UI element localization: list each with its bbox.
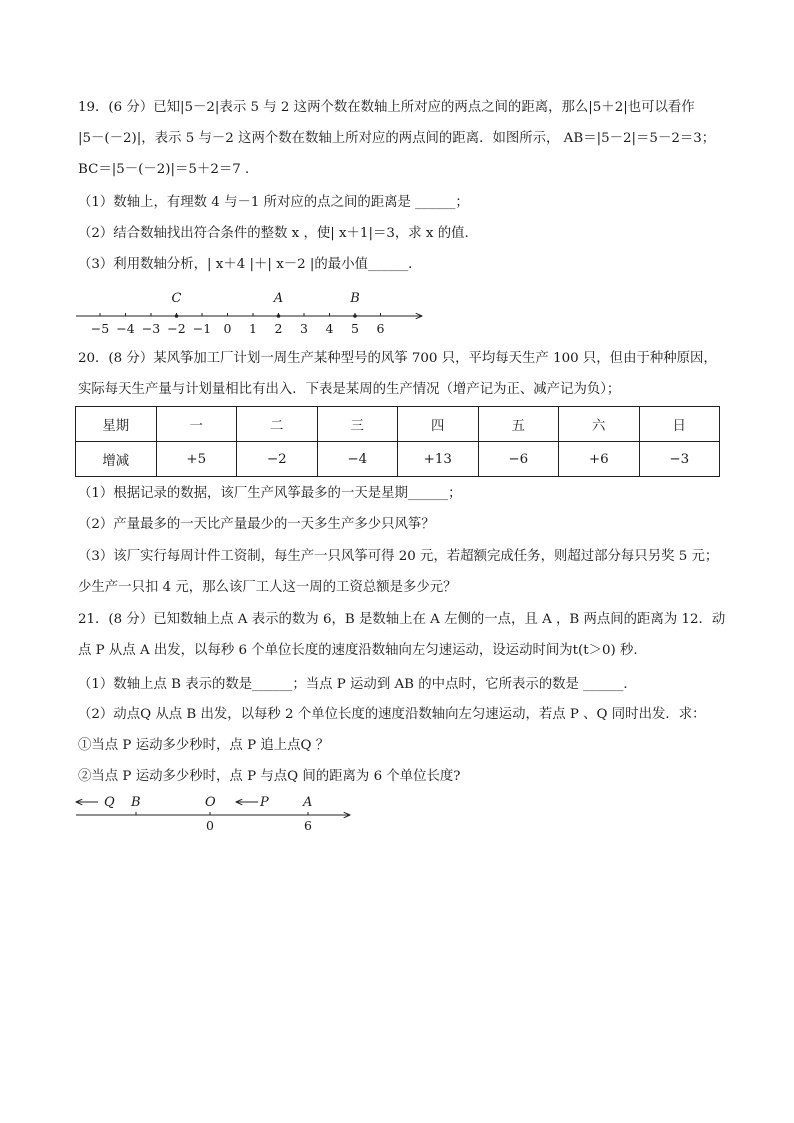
axis-tick-label: 1 — [249, 321, 257, 336]
q19-part-1: （1）数轴上，有理数 4 与－1 所对应的点之间的距离是 ______； — [78, 195, 469, 210]
q19-line-3: BC＝|5－(－2)|＝5＋2＝7 ． — [78, 162, 259, 177]
table-cell: 五 — [478, 407, 559, 442]
table-cell: −6 — [478, 442, 559, 477]
axis-tick-label: −4 — [116, 321, 135, 336]
q20-part-3-cont: 少生产一只扣 4 元，那么该厂工人这一周的工资总额是多少元？ — [78, 580, 457, 595]
axis-tick-label: −3 — [141, 321, 161, 336]
q19-line-2: |5－(－2)|，表示 5 与－2 这两个数在数轴上所对应的两点间的距离．如图所示， AB＝|5－2|＝5－2＝3； — [78, 131, 716, 146]
point-label-a: A — [303, 795, 313, 810]
table-cell: −2 — [237, 442, 318, 477]
point-label-b: B — [131, 795, 141, 810]
axis-tick-label: 2 — [274, 321, 283, 336]
table-cell: +5 — [156, 442, 237, 477]
table-cell: 一 — [156, 407, 237, 442]
table-cell: +13 — [398, 442, 479, 477]
table-cell: 增减 — [76, 442, 157, 477]
axis-tick-label: −5 — [90, 321, 110, 336]
table-cell: 四 — [398, 407, 479, 442]
q20-line-1: 20．(8 分）某风筝加工厂计划一周生产某种型号的风筝 700 只，平均每天生产 100 只，但由于种种原因， — [78, 351, 717, 366]
q21-line-2: 点 P 从点 A 出发，以每秒 6 个单位长度的速度沿数轴向左匀速运动，设运动时间为t(t＞0) 秒. — [78, 643, 638, 658]
table-cell: −4 — [317, 442, 398, 477]
tick-label-6: 6 — [304, 818, 312, 833]
axis-tick-label: −1 — [192, 321, 212, 336]
axis-tick-label: 6 — [376, 321, 385, 336]
table-cell: 二 — [237, 407, 318, 442]
q19-part-2: （2）结合数轴找出符合条件的整数 x ，使| x＋1|＝3，求 x 的值. — [78, 226, 469, 241]
q21-part-2: （2）动点Q 从点 B 出发，以每秒 2 个单位长度的速度沿数轴向左匀速运动，若点 P 、Q 同时出发．求： — [78, 707, 706, 722]
point-label: B — [350, 291, 360, 306]
q21-part-2-sub-2: ②当点 P 运动多少秒时，点 P 与点Q 间的距离为 6 个单位长度? — [78, 769, 461, 784]
q19-part-3: （3）利用数轴分析，| x＋4 |＋| x－2 |的最小值______． — [78, 257, 422, 272]
point-label-p: P — [260, 795, 269, 810]
axis-tick-label: −2 — [167, 321, 186, 336]
table-cell: −3 — [639, 442, 720, 477]
q21-line-1: 21．(8 分）已知数轴上点 A 表示的数为 6，B 是数轴上在 A 左侧的一点，且 A ，B 两点间的距离为 12．动 — [78, 612, 726, 627]
table-cell: +6 — [559, 442, 640, 477]
table-cell: 六 — [559, 407, 640, 442]
point-label: C — [171, 291, 182, 306]
tick-label-0: 0 — [206, 818, 214, 833]
axis-tick-label: 3 — [300, 321, 308, 336]
q20-part-3: （3）该厂实行每周计件工资制，每生产一只风筝可得 20 元，若超额完成任务，则超过部分每只另奖 5 元； — [78, 549, 719, 564]
q20-part-2: （2）产量最多的一天比产量最少的一天多生产多少只风筝？ — [78, 517, 435, 532]
axis-tick-label: 4 — [325, 321, 334, 336]
table-cell: 三 — [317, 407, 398, 442]
q20-line-2: 实际每天生产量与计划量相比有出入．下表是某周的生产情况（增产记为正、减产记为负）； — [78, 382, 621, 397]
table-cell: 星期 — [76, 407, 157, 442]
q21-part-1: （1）数轴上点 B 表示的数是______；当点 P 运动到 AB 的中点时，它所表示的数是 ______． — [78, 677, 637, 692]
table-cell: 日 — [639, 407, 720, 442]
axis-tick-label: 0 — [223, 321, 232, 336]
point-label-q: Q — [104, 795, 115, 810]
q21-part-2-sub-1: ①当点 P 运动多少秒时，点 P 追上点Q ？ — [78, 738, 330, 753]
q20-part-1: （1）根据记录的数据，该厂生产风筝最多的一天是星期______； — [78, 486, 462, 501]
point-label-o: O — [205, 795, 216, 810]
point-label: A — [273, 291, 284, 306]
axis-tick-label: 5 — [351, 321, 359, 336]
q19-line-1: 19．(6 分）已知|5－2|表示 5 与 2 这两个数在数轴上所对应的两点之间的距离，那么|5＋2|也可以看作 — [78, 100, 695, 115]
